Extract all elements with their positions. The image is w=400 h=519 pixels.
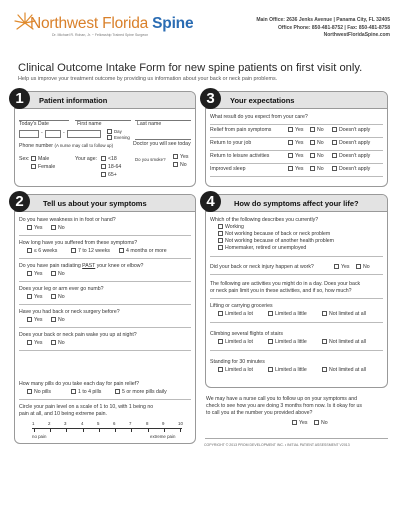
status-checkbox[interactable] — [218, 231, 223, 236]
scale-number[interactable]: 1 — [32, 421, 35, 426]
activity-label: Climbing several flights of stairs — [210, 331, 283, 337]
duration-checkbox[interactable] — [27, 248, 32, 253]
no-checkbox[interactable] — [310, 127, 315, 132]
doesnt-apply-checkbox[interactable] — [332, 127, 337, 132]
followup-line2: check to see how you are doing 3 months from now. Is it okay for us — [206, 403, 362, 409]
expectation-yes-option[interactable]: Yes — [288, 140, 303, 147]
expectation-no-option[interactable]: No — [310, 140, 324, 147]
scale-tick — [99, 428, 100, 432]
pills-checkbox[interactable] — [27, 389, 32, 394]
night-pain-yes-option[interactable]: Yes — [27, 340, 42, 347]
activities-intro-line2: or neck pain limit you in these activities, and if so, how much? — [210, 288, 352, 294]
todays-date-label: Today's Date — [19, 121, 49, 127]
limit-option[interactable]: Not limited at all — [322, 311, 366, 318]
expectation-yes-option[interactable]: Yes — [288, 153, 303, 160]
radiating-no-option[interactable]: No — [51, 271, 65, 278]
no-checkbox[interactable] — [51, 225, 56, 230]
scale-tick — [66, 428, 67, 432]
doctor-field[interactable] — [135, 139, 191, 140]
weakness-no-option[interactable]: No — [51, 225, 65, 232]
no-checkbox[interactable] — [51, 340, 56, 345]
status-question: Which of the following describes you currently? — [210, 217, 319, 223]
section-number-badge: 3 — [200, 88, 221, 109]
office-phone-fax: Office Phone: 850-481-8752 | Fax: 850-481-8758 — [277, 24, 390, 31]
duration-option[interactable]: ≤ 6 weeks — [27, 248, 57, 255]
logo — [30, 15, 193, 33]
section-header — [206, 195, 387, 212]
weakness-yes-option[interactable]: Yes — [27, 225, 42, 232]
yes-checkbox[interactable] — [288, 140, 293, 145]
age-checkbox[interactable] — [101, 156, 106, 161]
expectation-na-option[interactable]: Doesn't apply — [332, 140, 370, 147]
limit-option[interactable]: Limited a lot — [218, 367, 253, 374]
limit-checkbox[interactable] — [218, 311, 223, 316]
scale-number[interactable]: 8 — [146, 421, 149, 426]
yes-checkbox[interactable] — [288, 127, 293, 132]
expectation-yes-option[interactable]: Yes — [288, 127, 303, 134]
scale-tick — [34, 428, 35, 432]
male-option[interactable]: Male — [31, 156, 49, 163]
radiating-pain-question: Do you have pain radiating PAST your knee or elbow? — [19, 263, 144, 269]
age-option-18-64[interactable]: 18-64 — [101, 164, 121, 171]
doesnt-apply-checkbox[interactable] — [332, 140, 337, 145]
work-injury-yes-option[interactable]: Yes — [334, 264, 349, 271]
limit-option[interactable]: Limited a little — [268, 311, 307, 318]
scale-number[interactable]: 5 — [97, 421, 100, 426]
section-title: Patient information — [39, 96, 108, 105]
scale-tick — [180, 428, 181, 432]
yes-checkbox[interactable] — [27, 317, 32, 322]
scale-number[interactable]: 9 — [162, 421, 165, 426]
scale-high-label: extreme pain — [150, 434, 176, 439]
expectation-yes-option[interactable]: Yes — [288, 166, 303, 173]
male-checkbox[interactable] — [31, 156, 36, 161]
scale-number[interactable]: 3 — [64, 421, 67, 426]
limit-option[interactable]: Limited a little — [268, 339, 307, 346]
status-option[interactable]: Not working because of another health problem — [218, 238, 334, 245]
yes-checkbox[interactable] — [334, 264, 339, 269]
limit-checkbox[interactable] — [268, 367, 273, 372]
no-checkbox[interactable] — [310, 140, 315, 145]
smoke-yes-checkbox[interactable] — [173, 154, 178, 159]
scale-low-label: no pain — [32, 434, 47, 439]
status-checkbox[interactable] — [218, 224, 223, 229]
pills-checkbox[interactable] — [71, 389, 76, 394]
yes-checkbox[interactable] — [27, 271, 32, 276]
limit-checkbox[interactable] — [218, 339, 223, 344]
numbness-no-option[interactable]: No — [51, 294, 65, 301]
numbness-yes-option[interactable]: Yes — [27, 294, 42, 301]
patient-information-panel: 1 Patient information Today's Date First name Last name - - Day Evening Phone number (A nurse may call to follow up) Doctor you will see today Sex: Male Female Your age: <18 18-64 65+ Do you smoke? Yes No — [14, 91, 196, 187]
activities-intro-line1: The following are activities you might do in a day. Does your back — [210, 281, 361, 287]
logo-subtitle: Dr. Michael R. Rohan, Jr. ~ Fellowship Trained Spine Surgeon — [52, 33, 149, 37]
pain-scale-question-line2: pain at all, and 10 being extreme pain. — [19, 411, 107, 417]
scale-tick — [83, 428, 84, 432]
phone-line-field[interactable] — [67, 130, 101, 138]
phone-prefix-field[interactable] — [45, 130, 61, 138]
office-address: Main Office: 2636 Jenks Avenue | Panama City, FL 32405 — [256, 17, 390, 23]
section-header — [15, 195, 195, 212]
evening-checkbox[interactable] — [107, 135, 112, 140]
no-checkbox[interactable] — [310, 166, 315, 171]
activity-label: Lifting or carrying groceries — [210, 303, 273, 309]
scale-number[interactable]: 4 — [81, 421, 84, 426]
followup-no-option[interactable]: No — [314, 420, 328, 427]
no-checkbox[interactable] — [356, 264, 361, 269]
female-option[interactable]: Female — [31, 164, 55, 171]
limit-checkbox[interactable] — [218, 367, 223, 372]
limit-option[interactable]: Limited a lot — [218, 311, 253, 318]
section-header — [206, 92, 387, 109]
smoke-yes-option[interactable]: Yes — [173, 154, 188, 161]
no-checkbox[interactable] — [314, 420, 319, 425]
no-checkbox[interactable] — [310, 153, 315, 158]
night-pain-question: Does your back or neck pain wake you up at night? — [19, 332, 137, 338]
no-checkbox[interactable] — [51, 294, 56, 299]
night-pain-no-option[interactable]: No — [51, 340, 65, 347]
smoke-no-option[interactable]: No — [173, 162, 187, 169]
age-label: Your age: — [75, 156, 98, 162]
expectation-no-option[interactable]: No — [310, 153, 324, 160]
symptoms-panel — [14, 194, 196, 444]
female-checkbox[interactable] — [31, 164, 36, 169]
scale-tick — [50, 428, 51, 432]
yes-checkbox[interactable] — [27, 294, 32, 299]
doesnt-apply-checkbox[interactable] — [332, 166, 337, 171]
limit-option[interactable]: Not limited at all — [322, 367, 366, 374]
status-option[interactable]: Homemaker, retired or unemployed — [218, 245, 306, 252]
section-title: Your expectations — [230, 96, 295, 105]
contact-info — [256, 17, 390, 40]
scale-number[interactable]: 2 — [48, 421, 51, 426]
limit-checkbox[interactable] — [322, 339, 327, 344]
scale-tick — [164, 428, 165, 432]
status-checkbox[interactable] — [218, 238, 223, 243]
age-option-65-plus[interactable]: 65+ — [101, 172, 117, 179]
yes-checkbox[interactable] — [27, 225, 32, 230]
section-number-badge: 2 — [9, 191, 30, 212]
form-subtitle: Help us improve your treatment outcome by providing us information about your back or neck pain problems. — [18, 76, 278, 82]
pills-option[interactable]: 5 or more pills daily — [115, 389, 167, 396]
duration-checkbox[interactable] — [71, 248, 76, 253]
limit-checkbox[interactable] — [268, 311, 273, 316]
age-option-under-18[interactable]: <18 — [101, 156, 117, 163]
logo-main: Northwest Florida — [30, 15, 149, 32]
limit-checkbox[interactable] — [322, 311, 327, 316]
expectation-row-label: Return to leisure activities — [210, 153, 270, 159]
scale-tick — [115, 428, 116, 432]
followup-divider — [205, 438, 388, 439]
no-checkbox[interactable] — [51, 317, 56, 322]
expectation-na-option[interactable]: Doesn't apply — [332, 166, 370, 173]
followup-yes-option[interactable]: Yes — [292, 420, 307, 427]
scale-number[interactable]: 6 — [113, 421, 116, 426]
form-title: Clinical Outcome Intake Form for new spine patients on first visit only. — [18, 62, 363, 74]
duration-checkbox[interactable] — [119, 248, 124, 253]
expectation-no-option[interactable]: No — [310, 166, 324, 173]
smoke-label: Do you smoke? — [135, 157, 166, 162]
yes-checkbox[interactable] — [27, 340, 32, 345]
expectation-row-label: Return to your job — [210, 140, 252, 146]
age-checkbox[interactable] — [101, 164, 106, 169]
limit-checkbox[interactable] — [322, 367, 327, 372]
scale-number[interactable]: 10 — [178, 421, 183, 426]
pills-checkbox[interactable] — [115, 389, 120, 394]
duration-option[interactable]: 4 months or more — [119, 248, 167, 255]
yes-checkbox[interactable] — [292, 420, 297, 425]
expectation-na-option[interactable]: Doesn't apply — [332, 127, 370, 134]
scale-number[interactable]: 7 — [129, 421, 132, 426]
surgery-question: Have you had back or neck surgery before? — [19, 309, 120, 315]
limit-checkbox[interactable] — [268, 339, 273, 344]
section-title: How do symptoms affect your life? — [234, 199, 359, 208]
section-header — [15, 92, 195, 109]
life-impact-panel — [205, 194, 388, 388]
day-option[interactable]: Day — [107, 128, 122, 135]
first-name-label: First name — [77, 121, 102, 127]
work-injury-question: Did your back or neck injury happen at work? — [210, 264, 314, 270]
surgery-yes-option[interactable]: Yes — [27, 317, 42, 324]
scale-tick — [131, 428, 132, 432]
work-injury-no-option[interactable]: No — [356, 264, 370, 271]
surgery-no-option[interactable]: No — [51, 317, 65, 324]
evening-option[interactable]: Evening — [107, 134, 130, 141]
scale-tick — [148, 428, 149, 432]
radiating-yes-option[interactable]: Yes — [27, 271, 42, 278]
numbness-question: Does your leg or arm ever go numb? — [19, 286, 104, 292]
expectation-na-option[interactable]: Doesn't apply — [332, 153, 370, 160]
doesnt-apply-checkbox[interactable] — [332, 153, 337, 158]
followup-line3: to call you at the number you provided above? — [206, 410, 313, 416]
no-checkbox[interactable] — [51, 271, 56, 276]
website-link[interactable]: NorthwestFloridaSpine.com — [323, 32, 390, 38]
expectations-panel — [205, 91, 388, 187]
section-number-badge: 1 — [9, 88, 30, 109]
logo-brand: Spine — [152, 15, 194, 32]
yes-checkbox[interactable] — [288, 153, 293, 158]
limit-option[interactable]: Not limited at all — [322, 339, 366, 346]
last-name-label: Last name — [137, 121, 162, 127]
section-title: Tell us about your symptoms — [43, 199, 147, 208]
status-option[interactable]: Working — [218, 224, 244, 231]
expectations-intro: What result do you expect from your care? — [210, 114, 308, 120]
copyright-footer: COPYRIGHT © 2013 PROM DEVELOPMENT INC. • INITIAL PATIENT ASSESSMENT V2013 — [204, 443, 350, 447]
phone-label: Phone number (A nurse may call to follow up) — [19, 143, 114, 149]
expectation-row-label: Improved sleep — [210, 166, 246, 172]
pain-scale-question-line1: Circle your pain level on a scale of 1 to 10, with 1 being no — [19, 404, 154, 410]
yes-checkbox[interactable] — [288, 166, 293, 171]
phone-area-code-field[interactable] — [19, 130, 39, 138]
limit-option[interactable]: Limited a little — [268, 367, 307, 374]
pills-option[interactable]: 1 to 4 pills — [71, 389, 101, 396]
pills-option[interactable]: No pills — [27, 389, 51, 396]
followup-line1: We may have a nurse call you to follow up on your symptoms and — [206, 396, 357, 402]
age-checkbox[interactable] — [101, 172, 106, 177]
weakness-question: Do you have weakness in in foot or hand? — [19, 217, 116, 223]
sex-label: Sex: — [19, 156, 30, 162]
pills-question: How many pills do you take each day for pain relief? — [19, 381, 139, 387]
expectation-row-label: Relief from pain symptoms — [210, 127, 272, 133]
duration-option[interactable]: 7 to 12 weeks — [71, 248, 110, 255]
doctor-label: Doctor you will see today — [133, 141, 191, 147]
limit-option[interactable]: Limited a lot — [218, 339, 253, 346]
smoke-no-checkbox[interactable] — [173, 162, 178, 167]
status-checkbox[interactable] — [218, 245, 223, 250]
status-option[interactable]: Not working because of back or neck problem — [218, 231, 330, 238]
activity-label: Standing for 30 minutes — [210, 359, 265, 365]
duration-question: How long have you suffered from these symptoms? — [19, 240, 138, 246]
section-number-badge: 4 — [200, 191, 221, 212]
expectation-no-option[interactable]: No — [310, 127, 324, 134]
